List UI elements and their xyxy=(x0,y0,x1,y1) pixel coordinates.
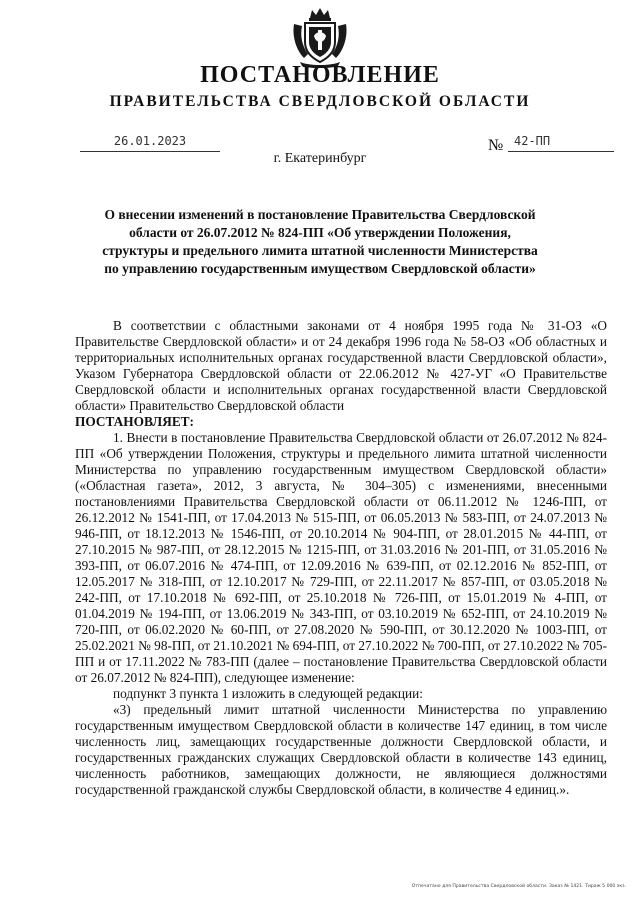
document-number: 42-ПП xyxy=(508,134,614,152)
preamble-paragraph: В соответствии с областными законами от 4 ноября 1995 года № 31-ОЗ «О Правительстве Свердловской области» и от 24 декабря 1996 года № 58-ОЗ «Об областных и территориальных исполнительных органах государственной власти Свердловской области», Указом Губернатора Свердловской области от 22.06.2012 № 427-УГ «О Правительстве Свердловской области и исполнительных органах государственной власти Свердловской области» Правительство Свердловской области xyxy=(75,318,607,413)
subitem-paragraph: подпункт 3 пункта 1 изложить в следующей редакции: xyxy=(113,686,423,701)
document-body xyxy=(75,318,607,798)
city: г. Екатеринбург xyxy=(273,151,367,166)
document-date: 26.01.2023 xyxy=(80,134,220,152)
number-sign: № xyxy=(488,137,504,154)
resolves-heading: ПОСТАНОВЛЯЕТ: xyxy=(75,414,194,429)
document-title: О внесении изменений в постановление Правительства Свердловской области от 26.07.2012 № 824-ПП «Об утверждении Положения, структуры и предельного лимита штатной численности Министерства по управлению государственным имуществом Свердловской области» xyxy=(102,207,538,276)
issuer-title: ПРАВИТЕЛЬСТВА СВЕРДЛОВСКОЙ ОБЛАСТИ xyxy=(109,93,531,110)
print-imprint: Отпечатано для Правительства Свердловской области. Заказ № 1421. Тираж 5 000 экз. xyxy=(411,884,626,889)
item-1-paragraph: 1. Внести в постановление Правительства Свердловской области от 26.07.2012 № 824-ПП «Об утверждении Положения, структуры и предельного лимита штатной численности Министерства по управлению государственным имуществом Свердловской области» («Областная газета», 2012, 3 августа, № 304–305) с изменениями, внесенными постановлениями Правительства Свердловской области от 06.11.2012 № 1246-ПП, от 26.12.2012 № 1541-ПП, от 17.04.2013 № 515-ПП, от 06.05.2013 № 583-ПП, от 24.07.2013 № 946-ПП, от 18.12.2013 № 1546-ПП, от 20.10.2014 № 904-ПП, от 28.01.2015 № 44-ПП, от 27.10.2015 № 987-ПП, от 28.12.2015 № 1215-ПП, от 31.03.2016 № 201-ПП, от 31.05.2016 № 393-ПП, от 06.07.2016 № 474-ПП, от 12.09.2016 № 639-ПП, от 02.12.2016 № 852-ПП, от 12.05.2017 № 318-ПП, от 12.10.2017 № 729-ПП, от 22.11.2017 № 857-ПП, от 03.05.2018 № 242-ПП, от 17.10.2018 № 692-ПП, от 25.10.2018 № 726-ПП, от 15.01.2019 № 4-ПП, от 01.04.2019 № 194-ПП, от 13.06.2019 № 343-ПП, от 03.10.2019 № 652-ПП, от 24.10.2019 № 720-ПП, от 06.02.2020 № 60-ПП, от 27.08.2020 № 590-ПП, от 30.12.2020 № 1003-ПП, от 25.02.2021 № 98-ПП, от 21.10.2021 № 694-ПП, от 27.10.2022 № 700-ПП, от 27.10.2022 № 705-ПП и от 17.11.2022 № 783-ПП (далее – постановление Правительства Свердловской области от 26.07.2012 № 824-ПП), следующее изменение: xyxy=(75,430,607,685)
document-type-title: ПОСТАНОВЛЕНИЕ xyxy=(200,62,440,88)
coat-of-arms-icon xyxy=(290,6,350,68)
quoted-text-paragraph: «3) предельный лимит штатной численности Министерства по управлению государственным имуществом Свердловской области в количестве 147 единиц, в том числе численность лиц, замещающих государственные должности Свердловской области, и государственных гражданских служащих Свердловской области в количестве 143 единиц, численность работников, замещающих должности, не являющиеся должностями государственной гражданской службы Свердловской области, в количестве 4 единиц.». xyxy=(75,702,607,797)
